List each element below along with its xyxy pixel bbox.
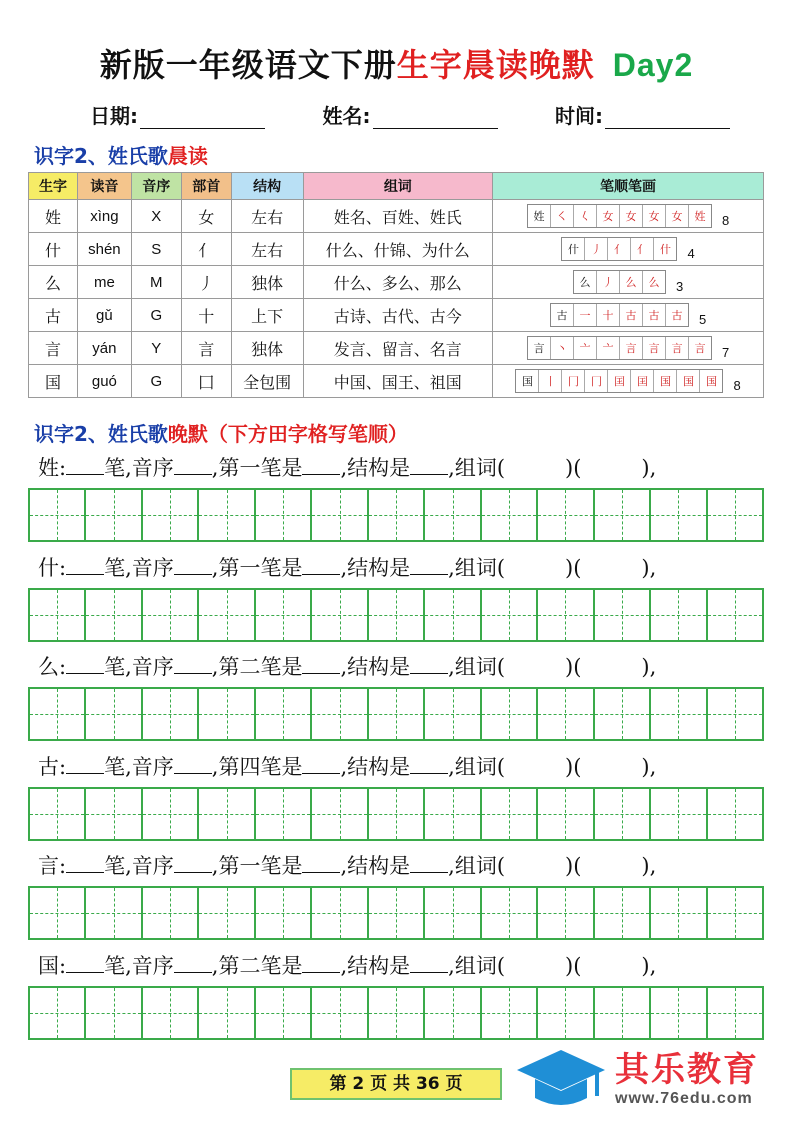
answer-blank[interactable] xyxy=(66,956,104,973)
tianzige-cell[interactable] xyxy=(482,490,538,540)
name-blank[interactable] xyxy=(373,106,498,129)
table-row xyxy=(29,365,764,398)
cell-order: Y xyxy=(131,332,181,365)
q-text: 笔,音序 xyxy=(104,655,174,679)
answer-blank[interactable] xyxy=(302,458,340,475)
tianzige-cell[interactable] xyxy=(199,888,255,938)
cell-structure: 全包围 xyxy=(231,365,303,398)
answer-blank[interactable] xyxy=(66,856,104,873)
tianzige-cell[interactable] xyxy=(256,789,312,839)
header-char: 生字 xyxy=(29,173,78,200)
tianzige-cell[interactable] xyxy=(651,689,707,739)
tianzige-cell[interactable] xyxy=(86,590,142,640)
stroke-step: 丿 xyxy=(585,238,608,260)
answer-blank[interactable] xyxy=(410,558,448,575)
answer-blank[interactable] xyxy=(302,956,340,973)
cell-pinyin: guó xyxy=(77,365,131,398)
date-blank[interactable] xyxy=(140,106,265,129)
q-text: , xyxy=(211,754,219,779)
stroke-step: 姓 xyxy=(694,210,706,223)
tianzige-cell[interactable] xyxy=(595,888,651,938)
stroke-step: 女 xyxy=(666,205,689,227)
tianzige-cell[interactable] xyxy=(256,689,312,739)
stroke-step: 么 xyxy=(574,271,597,293)
cell-char: 姓 xyxy=(29,200,78,233)
tianzige-cell[interactable] xyxy=(256,590,312,640)
cell-order: G xyxy=(131,365,181,398)
title-highlight: 生字晨读晚默 xyxy=(396,46,595,84)
tianzige-cell[interactable] xyxy=(708,789,762,839)
q-text: ,组词( xyxy=(448,655,506,679)
tianzige-cell[interactable] xyxy=(256,888,312,938)
question-char: 言 xyxy=(38,854,59,878)
q-stroke-text: 第一笔是 xyxy=(218,555,303,580)
stroke-step: 女 xyxy=(620,205,643,227)
answer-blank[interactable] xyxy=(410,856,448,873)
tianzige-cell[interactable] xyxy=(595,988,651,1038)
stroke-count: 7 xyxy=(721,345,730,360)
cell-order: G xyxy=(131,299,181,332)
stroke-step: 言 xyxy=(666,337,689,359)
stroke-order-boxes xyxy=(573,270,666,294)
stroke-step: 囯 xyxy=(631,370,654,392)
q-text: ), xyxy=(641,953,657,978)
table-row xyxy=(29,266,764,299)
cell-strokes xyxy=(493,233,764,266)
stroke-count: 8 xyxy=(721,213,730,228)
tianzige-cell[interactable] xyxy=(199,988,255,1038)
q-text: )( xyxy=(565,854,582,878)
tianzige-cell[interactable] xyxy=(425,689,481,739)
stroke-step: 国 xyxy=(677,370,700,392)
q-colon: : xyxy=(59,456,67,480)
tianzige-cell[interactable] xyxy=(312,490,368,540)
tianzige-cell[interactable] xyxy=(651,888,707,938)
answer-blank[interactable] xyxy=(66,757,104,774)
q-text: ,结构是 xyxy=(340,854,411,878)
cell-pinyin: gǔ xyxy=(77,299,131,332)
header-radical: 部首 xyxy=(181,173,231,200)
q-text: ,组词( xyxy=(448,953,506,978)
q-text: ,组词( xyxy=(448,555,506,580)
q-stroke-text: 第二笔是 xyxy=(218,953,303,978)
stroke-step: 古 xyxy=(643,304,666,326)
page-title xyxy=(0,40,793,86)
tianzige-cell[interactable] xyxy=(482,689,538,739)
q-text: 笔,音序 xyxy=(104,456,174,480)
tianzige-cell[interactable] xyxy=(482,888,538,938)
tianzige-cell[interactable] xyxy=(312,689,368,739)
q-text: ,组词( xyxy=(448,456,506,480)
stroke-step: 言 xyxy=(620,337,643,359)
tianzige-cell[interactable] xyxy=(369,689,425,739)
answer-blank[interactable] xyxy=(174,757,212,774)
q-text: ,结构是 xyxy=(340,456,411,480)
q-colon: : xyxy=(59,555,67,580)
question-char: 么 xyxy=(38,655,59,679)
answer-blank[interactable] xyxy=(66,558,104,575)
q-text: ,结构是 xyxy=(340,655,411,679)
q-text: ,结构是 xyxy=(340,555,411,580)
tianzige-cell[interactable] xyxy=(708,888,762,938)
q-text: )( xyxy=(565,655,582,679)
q-text: ,结构是 xyxy=(340,953,411,978)
stroke-step: 什 xyxy=(659,243,671,256)
tianzige-cell[interactable] xyxy=(651,490,707,540)
tianzige-cell[interactable] xyxy=(595,689,651,739)
tianzige-cell[interactable] xyxy=(369,988,425,1038)
q-text: )( xyxy=(565,953,582,978)
q-text: , xyxy=(211,456,219,480)
answer-blank[interactable] xyxy=(302,657,340,674)
q-text: ), xyxy=(641,555,657,580)
answer-blank[interactable] xyxy=(66,657,104,674)
q-text: ), xyxy=(641,754,657,779)
header-pinyin: 读音 xyxy=(77,173,131,200)
tianzige-cell[interactable] xyxy=(369,590,425,640)
question-char: 什 xyxy=(38,555,59,580)
cell-pinyin: me xyxy=(77,266,131,299)
cell-strokes xyxy=(493,200,764,233)
cell-char: 国 xyxy=(29,365,78,398)
cell-words: 中国、国王、祖国 xyxy=(303,365,493,398)
tianzige-cell[interactable] xyxy=(538,888,594,938)
stroke-order-boxes xyxy=(527,336,712,360)
q-text: , xyxy=(211,953,219,978)
stroke-step: 亻 xyxy=(631,238,654,260)
answer-blank[interactable] xyxy=(302,856,340,873)
stroke-count: 4 xyxy=(687,246,695,261)
stroke-step: 国 xyxy=(516,370,539,392)
header-strokes: 笔顺笔画 xyxy=(493,173,764,200)
tianzige-cell[interactable] xyxy=(708,590,762,640)
answer-blank[interactable] xyxy=(174,956,212,973)
stroke-step: 言 xyxy=(528,337,551,359)
q-text: )( xyxy=(565,754,582,779)
cell-words: 什么、多么、那么 xyxy=(303,266,493,299)
info-fields xyxy=(90,100,730,129)
tianzige-cell[interactable] xyxy=(86,988,142,1038)
graduation-cap-icon xyxy=(515,1046,607,1112)
cell-words: 古诗、古代、古今 xyxy=(303,299,493,332)
table-row xyxy=(29,200,764,233)
q-stroke-text: 第一笔是 xyxy=(218,854,303,878)
brand-name: 其乐教育 xyxy=(615,1050,759,1090)
stroke-step: 亻 xyxy=(608,238,631,260)
stroke-step: 么 xyxy=(648,276,660,289)
tianzige-cell[interactable] xyxy=(312,888,368,938)
stroke-step: ㇛ xyxy=(551,205,574,227)
cell-structure: 左右 xyxy=(231,200,303,233)
tianzige-cell[interactable] xyxy=(199,590,255,640)
dictation-question xyxy=(38,452,778,482)
header-structure: 结构 xyxy=(231,173,303,200)
q-text: ,组词( xyxy=(448,854,506,878)
tianzige-cell[interactable] xyxy=(425,490,481,540)
tianzige-cell[interactable] xyxy=(143,490,199,540)
stroke-step: 什 xyxy=(562,238,585,260)
title-day: Day2 xyxy=(612,47,694,83)
cell-words: 什么、什锦、为什么 xyxy=(303,233,493,266)
tianzige-cell[interactable] xyxy=(708,988,762,1038)
tianzige-cell[interactable] xyxy=(425,789,481,839)
header-order: 音序 xyxy=(131,173,181,200)
cell-strokes xyxy=(493,299,764,332)
stroke-step: 国 xyxy=(705,375,717,388)
table-row xyxy=(29,233,764,266)
cell-pinyin: shén xyxy=(77,233,131,266)
tianzige-cell[interactable] xyxy=(482,590,538,640)
stroke-count: 3 xyxy=(675,279,684,294)
tianzige-cell[interactable] xyxy=(143,689,199,739)
stroke-step: 姓 xyxy=(528,205,551,227)
tianzige-cell[interactable] xyxy=(199,490,255,540)
cell-words: 姓名、百姓、姓氏 xyxy=(303,200,493,233)
character-table xyxy=(28,172,764,398)
stroke-step: 古 xyxy=(671,309,683,322)
tianzige-cell[interactable] xyxy=(651,590,707,640)
cell-char: 古 xyxy=(29,299,78,332)
tianzige-cell[interactable] xyxy=(369,789,425,839)
tianzige-cell[interactable] xyxy=(482,789,538,839)
tianzige-cell[interactable] xyxy=(708,689,762,739)
tianzige-cell[interactable] xyxy=(708,490,762,540)
question-char: 国 xyxy=(38,953,59,978)
tianzige-cell[interactable] xyxy=(86,888,142,938)
tianzige-cell[interactable] xyxy=(30,590,86,640)
tianzige-cell[interactable] xyxy=(256,988,312,1038)
stroke-step: 古 xyxy=(620,304,643,326)
tianzige-cell[interactable] xyxy=(595,490,651,540)
stroke-step: 女 xyxy=(597,205,620,227)
tianzige-cell[interactable] xyxy=(425,988,481,1038)
tianzige-cell[interactable] xyxy=(538,789,594,839)
stroke-order-boxes xyxy=(550,303,689,327)
stroke-step: 一 xyxy=(574,304,597,326)
cell-radical: 言 xyxy=(181,332,231,365)
tianzige-cell[interactable] xyxy=(482,988,538,1038)
stroke-step: 囯 xyxy=(608,370,631,392)
title-main: 新版一年级语文下册 xyxy=(99,46,397,84)
cell-structure: 上下 xyxy=(231,299,303,332)
q-colon: : xyxy=(59,655,67,679)
tianzige-cell[interactable] xyxy=(143,789,199,839)
dictation-question xyxy=(38,651,778,681)
tianzige-cell[interactable] xyxy=(199,789,255,839)
tianzige-cell[interactable] xyxy=(143,888,199,938)
stroke-step: 丶 xyxy=(551,337,574,359)
q-text: )( xyxy=(565,555,582,580)
cell-structure: 独体 xyxy=(231,266,303,299)
table-body xyxy=(29,200,764,398)
stroke-step: 言 xyxy=(694,342,706,355)
tianzige-cell[interactable] xyxy=(199,689,255,739)
tianzige-cell[interactable] xyxy=(425,590,481,640)
tianzige-cell[interactable] xyxy=(538,988,594,1038)
answer-blank[interactable] xyxy=(410,657,448,674)
stroke-step: 国 xyxy=(654,370,677,392)
tianzige-cell[interactable] xyxy=(595,789,651,839)
tianzige-grid xyxy=(28,687,764,741)
section-evening-heading: 识字2、姓氏歌晚默（下方田字格写笔顺） xyxy=(34,422,408,446)
q-text: , xyxy=(211,655,219,679)
cell-order: S xyxy=(131,233,181,266)
stroke-step: 亠 xyxy=(597,337,620,359)
stroke-step: 言 xyxy=(643,337,666,359)
stroke-step: 古 xyxy=(551,304,574,326)
brand-url: www.76edu.com xyxy=(615,1090,753,1107)
answer-blank[interactable] xyxy=(174,558,212,575)
tianzige-cell[interactable] xyxy=(143,590,199,640)
tianzige-cell[interactable] xyxy=(312,789,368,839)
cell-radical: 囗 xyxy=(181,365,231,398)
tianzige-grid xyxy=(28,986,764,1040)
question-char: 姓 xyxy=(38,456,59,480)
cell-radical: 丿 xyxy=(181,266,231,299)
stroke-step: 十 xyxy=(597,304,620,326)
answer-blank[interactable] xyxy=(410,458,448,475)
cell-structure: 独体 xyxy=(231,332,303,365)
q-text: 笔,音序 xyxy=(104,754,174,779)
cell-strokes xyxy=(493,266,764,299)
stroke-step: 𡿨 xyxy=(574,205,597,227)
q-text: ,组词( xyxy=(448,754,506,779)
tianzige-cell[interactable] xyxy=(312,590,368,640)
stroke-step: 亠 xyxy=(574,337,597,359)
tianzige-cell[interactable] xyxy=(30,789,86,839)
q-stroke-text: 第一笔是 xyxy=(218,456,303,480)
q-text: , xyxy=(211,854,219,878)
tianzige-cell[interactable] xyxy=(86,689,142,739)
question-char: 古 xyxy=(38,754,59,779)
answer-blank[interactable] xyxy=(174,856,212,873)
tianzige-cell[interactable] xyxy=(86,490,142,540)
q-text: 笔,音序 xyxy=(104,953,174,978)
tianzige-grid xyxy=(28,787,764,841)
answer-blank[interactable] xyxy=(410,757,448,774)
tianzige-cell[interactable] xyxy=(312,988,368,1038)
stroke-order-boxes xyxy=(561,237,677,261)
stroke-count: 5 xyxy=(698,312,707,327)
time-field[interactable]: 时间: xyxy=(555,100,730,129)
cell-char: 言 xyxy=(29,332,78,365)
tianzige-cell[interactable] xyxy=(86,789,142,839)
page-number: 第 2 页 共 36 页 xyxy=(290,1068,502,1100)
q-colon: : xyxy=(59,754,67,779)
cell-pinyin: xìng xyxy=(77,200,131,233)
cell-strokes xyxy=(493,365,764,398)
q-stroke-text: 第四笔是 xyxy=(218,754,303,779)
q-text: , xyxy=(211,555,219,580)
q-text: ,结构是 xyxy=(340,754,411,779)
table-header-row xyxy=(29,173,764,200)
q-stroke-text: 第二笔是 xyxy=(218,655,303,679)
answer-blank[interactable] xyxy=(302,558,340,575)
stroke-step: 么 xyxy=(620,271,643,293)
tianzige-cell[interactable] xyxy=(30,988,86,1038)
name-field[interactable]: 姓名: xyxy=(323,100,498,129)
tianzige-cell[interactable] xyxy=(651,789,707,839)
tianzige-cell[interactable] xyxy=(30,689,86,739)
dictation-question xyxy=(38,950,778,980)
cell-radical: 女 xyxy=(181,200,231,233)
tianzige-cell[interactable] xyxy=(369,490,425,540)
dictation-question xyxy=(38,751,778,781)
tianzige-cell[interactable] xyxy=(538,689,594,739)
cell-radical: 十 xyxy=(181,299,231,332)
cell-radical: 亻 xyxy=(181,233,231,266)
dictation-question xyxy=(38,552,778,582)
tianzige-cell[interactable] xyxy=(369,888,425,938)
answer-blank[interactable] xyxy=(174,458,212,475)
cell-words: 发言、留言、名言 xyxy=(303,332,493,365)
cell-structure: 左右 xyxy=(231,233,303,266)
cell-strokes xyxy=(493,332,764,365)
tianzige-grid xyxy=(28,588,764,642)
answer-blank[interactable] xyxy=(302,757,340,774)
stroke-step: 丿 xyxy=(597,271,620,293)
stroke-step: 冂 xyxy=(562,370,585,392)
stroke-order-boxes xyxy=(527,204,712,228)
stroke-step: 女 xyxy=(643,205,666,227)
stroke-order-boxes xyxy=(515,369,723,393)
table-row xyxy=(29,299,764,332)
cell-order: X xyxy=(131,200,181,233)
tianzige-grid xyxy=(28,488,764,542)
brand-logo xyxy=(515,1040,785,1116)
stroke-step: 冂 xyxy=(585,370,608,392)
q-text: ), xyxy=(641,854,657,878)
tianzige-cell[interactable] xyxy=(651,988,707,1038)
tianzige-cell[interactable] xyxy=(425,888,481,938)
header-words: 组词 xyxy=(303,173,493,200)
q-text: 笔,音序 xyxy=(104,555,174,580)
q-colon: : xyxy=(59,854,67,878)
tianzige-cell[interactable] xyxy=(30,490,86,540)
tianzige-grid xyxy=(28,886,764,940)
answer-blank[interactable] xyxy=(410,956,448,973)
tianzige-cell[interactable] xyxy=(595,590,651,640)
tianzige-cell[interactable] xyxy=(143,988,199,1038)
tianzige-cell[interactable] xyxy=(256,490,312,540)
q-text: ), xyxy=(641,456,657,480)
stroke-count: 8 xyxy=(733,378,741,393)
cell-char: 什 xyxy=(29,233,78,266)
tianzige-cell[interactable] xyxy=(30,888,86,938)
section-morning-heading: 识字2、姓氏歌晨读 xyxy=(34,144,208,168)
q-colon: : xyxy=(59,953,67,978)
dictation-question xyxy=(38,850,778,880)
answer-blank[interactable] xyxy=(174,657,212,674)
tianzige-cell[interactable] xyxy=(538,490,594,540)
answer-blank[interactable] xyxy=(66,458,104,475)
cell-pinyin: yán xyxy=(77,332,131,365)
stroke-step: 丨 xyxy=(539,370,562,392)
time-blank[interactable] xyxy=(605,106,730,129)
table-row xyxy=(29,332,764,365)
cell-order: M xyxy=(131,266,181,299)
q-text: )( xyxy=(565,456,582,480)
date-field[interactable]: 日期: xyxy=(90,100,265,129)
tianzige-cell[interactable] xyxy=(538,590,594,640)
cell-char: 么 xyxy=(29,266,78,299)
q-text: 笔,音序 xyxy=(104,854,174,878)
q-text: ), xyxy=(641,655,657,679)
